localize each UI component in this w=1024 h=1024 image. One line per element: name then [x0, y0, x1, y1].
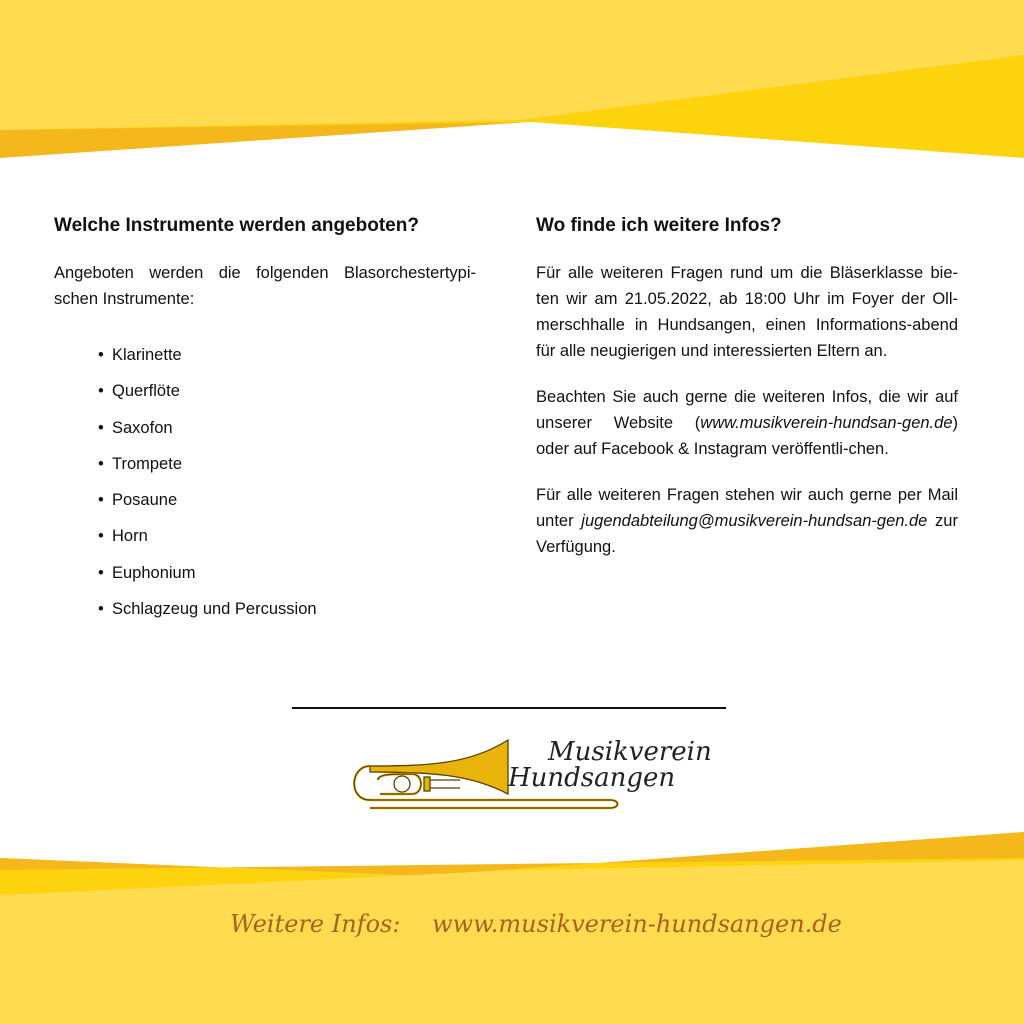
- email-link[interactable]: jugendabteilung@musikverein-hundsan-gen.de: [581, 512, 928, 530]
- instrument-name: Klarinette: [112, 346, 182, 364]
- instrument-name: Horn: [112, 527, 148, 546]
- text-segment: Für alle weiteren Fragen stehen wir auch gerne per Mail unter: [536, 486, 958, 530]
- instruments-section: [54, 214, 476, 619]
- bullet-icon: •: [98, 527, 104, 546]
- list-item: [98, 525, 317, 561]
- instrument-name: Posaune: [112, 491, 178, 510]
- list-item: [98, 489, 317, 525]
- instrument-name: Saxofon: [112, 418, 173, 437]
- footer-url[interactable]: www.musikverein-hundsangen.de: [432, 910, 842, 938]
- list-item: [98, 344, 317, 380]
- footer: [0, 910, 1024, 950]
- list-item: [98, 562, 317, 598]
- instrument-name: Schlagzeug und Percussion: [112, 600, 317, 619]
- text-segment: ) oder auf Facebook & Instagram veröffentli-chen.: [536, 414, 958, 458]
- instrument-name: Euphonium: [112, 563, 196, 582]
- text-segment: zur Verfügung.: [536, 512, 958, 556]
- instruments-heading: Welche Instrumente werden angeboten?: [54, 215, 419, 236]
- text-segment: Beachten Sie auch gerne die weiteren Infos, die wir auf unserer Website (: [536, 388, 958, 432]
- logo-line1: Musikverein: [548, 737, 712, 767]
- bullet-icon: •: [98, 346, 104, 364]
- logo-line2: Hundsangen: [508, 763, 676, 793]
- list-item: [98, 380, 317, 416]
- musikverein-logo: [340, 730, 712, 815]
- divider: [292, 707, 726, 709]
- info-paragraph-event: Für alle weiteren Fragen rund um die Bläserklasse bie-ten wir am 21.05.2022, ab 18:00 Uhr im Foyer der Oll-merschhalle in Hundsangen, einen Informations-abend für alle neugierigen und interessierten Eltern an.: [536, 264, 958, 360]
- list-item: [98, 453, 317, 489]
- list-item: [98, 417, 317, 453]
- info-section: [536, 214, 958, 560]
- info-paragraph-email: [536, 482, 958, 560]
- info-paragraph-website: [536, 384, 958, 462]
- bullet-icon: •: [98, 563, 104, 582]
- info-heading: Wo finde ich weitere Infos?: [536, 215, 782, 236]
- bullet-icon: •: [98, 491, 104, 510]
- bullet-icon: •: [98, 600, 104, 619]
- instrument-name: Querflöte: [112, 382, 180, 401]
- bullet-icon: •: [98, 454, 104, 473]
- bullet-icon: •: [98, 382, 104, 401]
- list-item: [98, 598, 317, 634]
- instrument-list: [98, 344, 317, 634]
- instrument-name: Trompete: [112, 454, 182, 473]
- footer-label: Weitere Infos:: [230, 910, 401, 938]
- website-link[interactable]: www.musikverein-hundsan-gen.de: [700, 414, 953, 432]
- bullet-icon: •: [98, 418, 104, 437]
- instruments-intro: Angeboten werden die folgenden Blasorchestertypi-schen Instrumente:: [54, 264, 476, 308]
